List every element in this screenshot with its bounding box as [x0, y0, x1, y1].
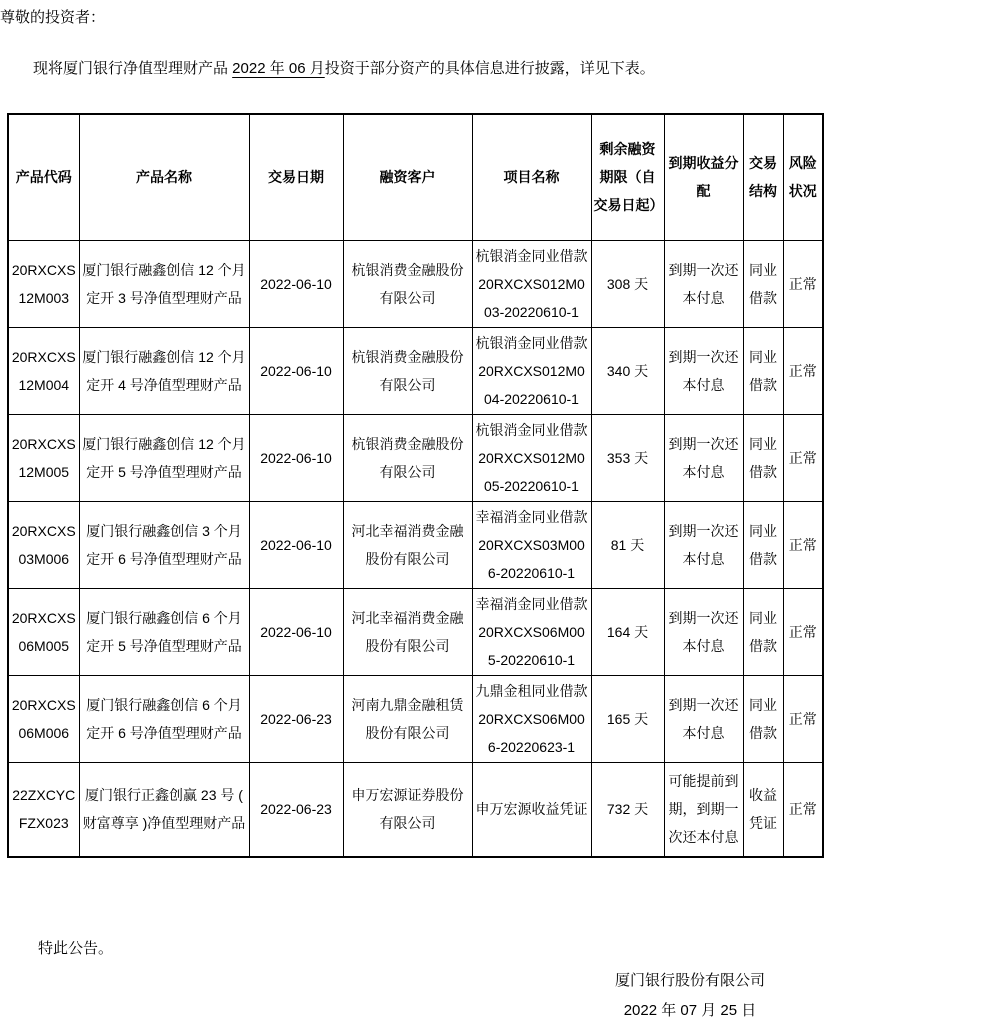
closing-statement: 特此公告。 [38, 940, 114, 957]
table-cell: 同业借款 [743, 501, 783, 588]
table-cell: 732 天 [591, 762, 664, 857]
table-cell: 到期一次还本付息 [664, 240, 743, 327]
table-cell: 河南九鼎金融租赁股份有限公司 [343, 675, 472, 762]
column-header-trade-date: 交易日期 [249, 114, 343, 240]
table-cell: 2022-06-23 [249, 762, 343, 857]
table-cell: 20RXCXS03M006 [8, 501, 79, 588]
table-cell: 正常 [783, 327, 823, 414]
table-row [8, 762, 823, 857]
salutation: 尊敬的投资者： [0, 9, 106, 26]
column-header-risk-status: 风险状况 [783, 114, 823, 240]
table-cell: 2022-06-10 [249, 414, 343, 501]
table-cell: 到期一次还本付息 [664, 414, 743, 501]
signature-date: 2022 年 07 月 25 日 [623, 1002, 757, 1019]
table-row [8, 501, 823, 588]
table-cell: 20RXCXS12M005 [8, 414, 79, 501]
table-cell: 到期一次还本付息 [664, 588, 743, 675]
table-cell: 308 天 [591, 240, 664, 327]
table-cell: 幸福消金同业借款20RXCXS03M006-20220610-1 [472, 501, 591, 588]
table-cell: 到期一次还本付息 [664, 327, 743, 414]
table-row [8, 414, 823, 501]
table-cell: 22ZXCYCFZX023 [8, 762, 79, 857]
table-cell: 同业借款 [743, 240, 783, 327]
table-cell: 厦门银行融鑫创信 6 个月定开 6 号净值型理财产品 [79, 675, 249, 762]
table-row [8, 240, 823, 327]
table-row [8, 588, 823, 675]
intro-underlined-date: 2022 年 06 月 [232, 60, 325, 77]
table-cell: 厦门银行融鑫创信 12 个月定开 5 号净值型理财产品 [79, 414, 249, 501]
table-cell: 2022-06-10 [249, 501, 343, 588]
column-header-product-name: 产品名称 [79, 114, 249, 240]
table-cell: 河北幸福消费金融股份有限公司 [343, 588, 472, 675]
column-header-financing-client: 融资客户 [343, 114, 472, 240]
column-header-maturity-income: 到期收益分配 [664, 114, 743, 240]
table-cell: 2022-06-10 [249, 240, 343, 327]
table-cell: 杭银消金同业借款20RXCXS012M005-20220610-1 [472, 414, 591, 501]
table-cell: 杭银消费金融股份有限公司 [343, 414, 472, 501]
table-cell: 340 天 [591, 327, 664, 414]
table-row [8, 675, 823, 762]
table-cell: 申万宏源收益凭证 [472, 762, 591, 857]
table-cell: 2022-06-23 [249, 675, 343, 762]
table-cell: 20RXCXS12M003 [8, 240, 79, 327]
table-cell: 到期一次还本付息 [664, 501, 743, 588]
column-header-trade-structure: 交易结构 [743, 114, 783, 240]
table-cell: 厦门银行融鑫创信 12 个月定开 4 号净值型理财产品 [79, 327, 249, 414]
intro-text-before: 现将厦门银行净值型理财产品 [33, 60, 233, 77]
table-cell: 164 天 [591, 588, 664, 675]
table-cell: 杭银消费金融股份有限公司 [343, 327, 472, 414]
column-header-remaining-term: 剩余融资期限（自交易日起） [591, 114, 664, 240]
table-cell: 2022-06-10 [249, 588, 343, 675]
column-header-project-name: 项目名称 [472, 114, 591, 240]
table-cell: 河北幸福消费金融股份有限公司 [343, 501, 472, 588]
table-cell: 20RXCXS06M006 [8, 675, 79, 762]
table-cell: 同业借款 [743, 327, 783, 414]
column-header-product-code: 产品代码 [8, 114, 79, 240]
table-cell: 厦门银行融鑫创信 12 个月定开 3 号净值型理财产品 [79, 240, 249, 327]
table-cell: 厦门银行融鑫创信 3 个月定开 6 号净值型理财产品 [79, 501, 249, 588]
table-cell: 厦门银行融鑫创信 6 个月定开 5 号净值型理财产品 [79, 588, 249, 675]
table-cell: 幸福消金同业借款20RXCXS06M005-20220610-1 [472, 588, 591, 675]
table-cell: 20RXCXS06M005 [8, 588, 79, 675]
table-cell: 收益凭证 [743, 762, 783, 857]
table-cell: 353 天 [591, 414, 664, 501]
table-cell: 杭银消费金融股份有限公司 [343, 240, 472, 327]
table-cell: 同业借款 [743, 414, 783, 501]
table-cell: 申万宏源证券股份有限公司 [343, 762, 472, 857]
table-cell: 杭银消金同业借款20RXCXS012M003-20220610-1 [472, 240, 591, 327]
table-cell: 2022-06-10 [249, 327, 343, 414]
signature-block [530, 966, 850, 1026]
table-cell: 可能提前到期，到期一次还本付息 [664, 762, 743, 857]
table-cell: 到期一次还本付息 [664, 675, 743, 762]
table-cell: 杭银消金同业借款20RXCXS012M004-20220610-1 [472, 327, 591, 414]
intro-text-after: 投资于部分资产的具体信息进行披露，详见下表。 [324, 60, 655, 77]
intro-paragraph [0, 59, 1004, 78]
table-cell: 165 天 [591, 675, 664, 762]
signature-company: 厦门银行股份有限公司 [614, 972, 765, 989]
table-cell: 厦门银行正鑫创赢 23 号 ( 财富尊享 )净值型理财产品 [79, 762, 249, 857]
table-cell: 同业借款 [743, 588, 783, 675]
table-cell: 20RXCXS12M004 [8, 327, 79, 414]
table-cell: 同业借款 [743, 675, 783, 762]
table-cell: 九鼎金租同业借款20RXCXS06M006-20220623-1 [472, 675, 591, 762]
table-cell: 正常 [783, 240, 823, 327]
table-row [8, 327, 823, 414]
disclosure-table [7, 113, 824, 858]
table-cell: 正常 [783, 762, 823, 857]
table-cell: 81 天 [591, 501, 664, 588]
table-cell: 正常 [783, 414, 823, 501]
table-cell: 正常 [783, 588, 823, 675]
table-header-row [8, 114, 823, 240]
table-cell: 正常 [783, 675, 823, 762]
table-cell: 正常 [783, 501, 823, 588]
